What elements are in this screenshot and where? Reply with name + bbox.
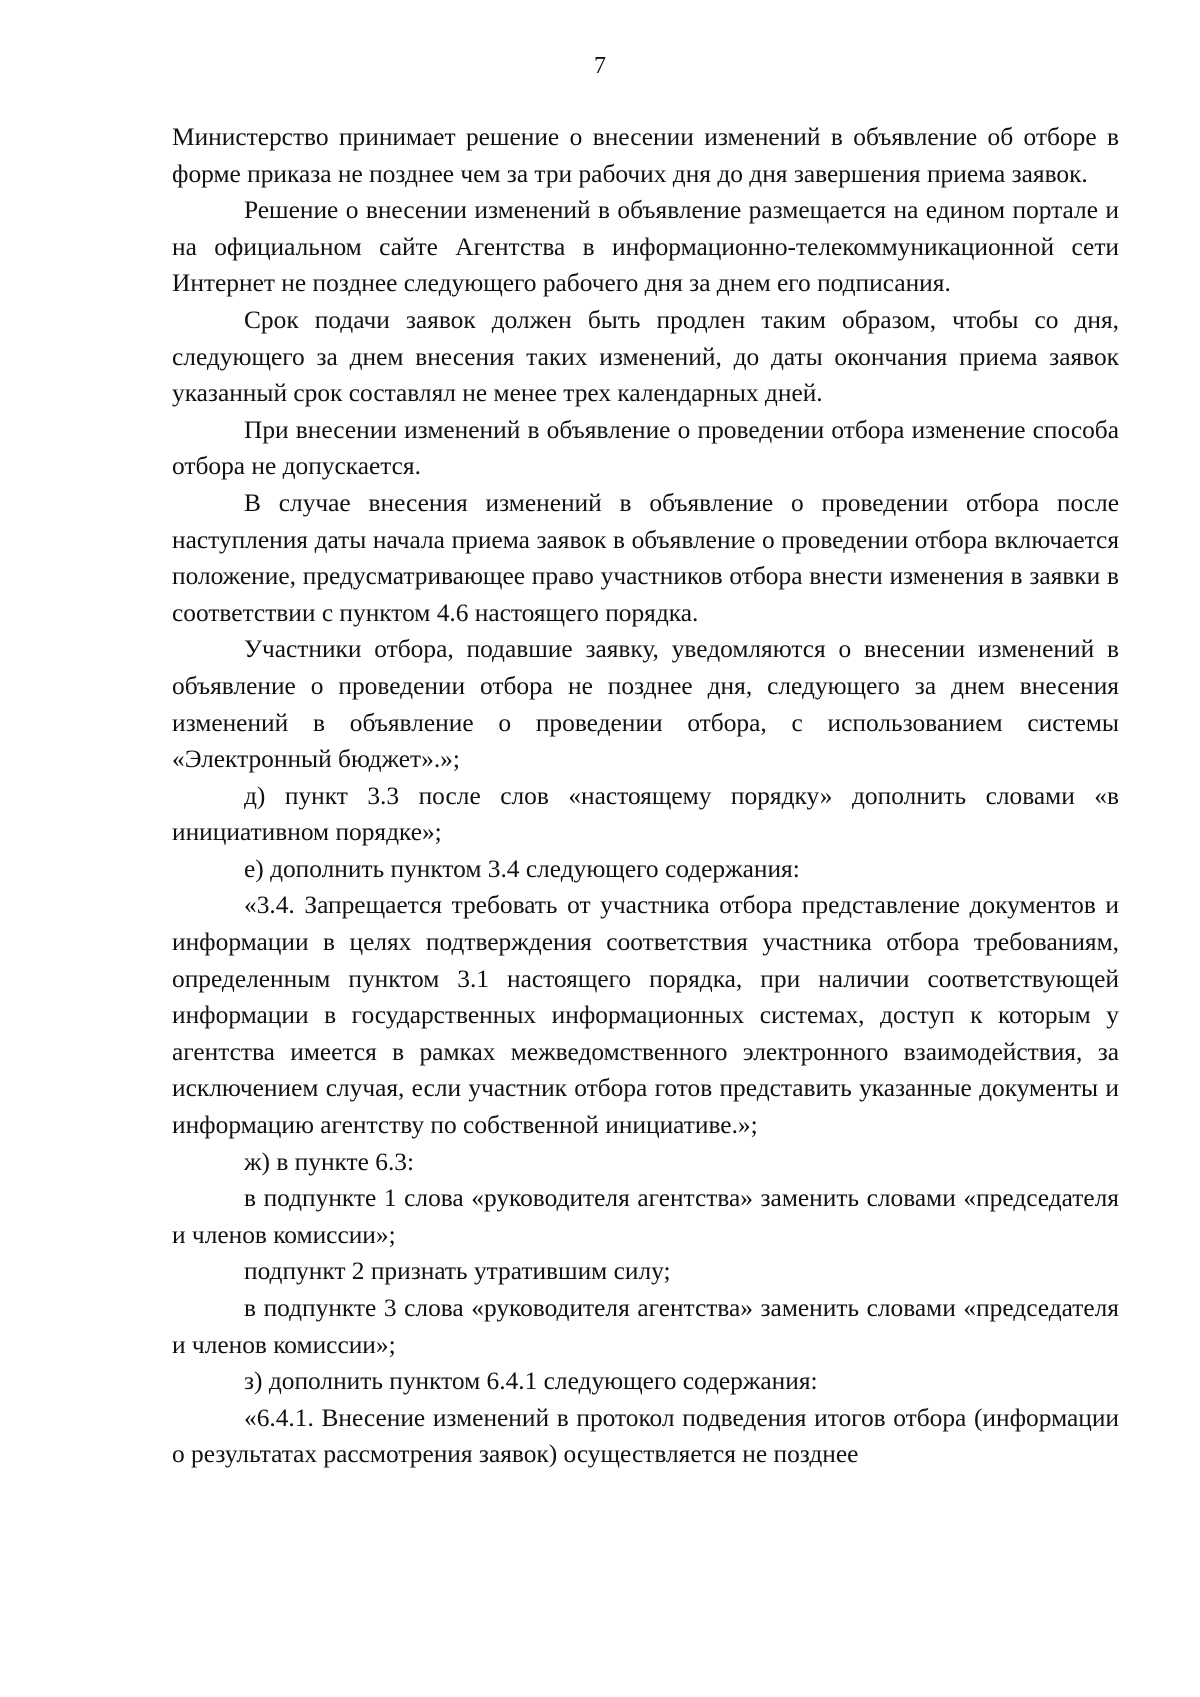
paragraph-subclause-1: в подпункте 1 слова «руководителя агентства» заменить словами «председателя и членов комиссии»; bbox=[172, 1184, 1119, 1249]
paragraph-decision-order: Министерство принимает решение о внесении изменений в объявление об отборе в форме приказа не позднее чем за три рабочих дня до дня завершения приема заявок. bbox=[172, 123, 1119, 188]
paragraph-item-d: д) пункт 3.3 после слов «настоящему порядку» дополнить словами «в инициативном порядке»; bbox=[172, 781, 1119, 847]
paragraph-publication: Решение о внесении изменений в объявление размещается на едином портале и на официальном сайте Агентства в информационно-телекоммуникационной сети Интернет не позднее следующего рабочего дня за днем его подписания. bbox=[172, 196, 1119, 298]
paragraph-item-zh: ж) в пункте 6.3: bbox=[244, 1147, 415, 1176]
paragraph-item-z: з) дополнить пунктом 6.4.1 следующего содержания: bbox=[244, 1367, 818, 1396]
paragraph-clause-6-4-1: «6.4.1. Внесение изменений в протокол подведения итогов отбора (информации о результатах рассмотрения заявок) осуществляется не позднее bbox=[172, 1403, 1119, 1469]
paragraph-deadline-extension: Срок подачи заявок должен быть продлен таким образом, чтобы со дня, следующего за днем внесения таких изменений, до даты окончания приема заявок указанный срок составлял не менее трех календарных дней. bbox=[172, 305, 1119, 408]
paragraph-amendment-rights: В случае внесения изменений в объявление о проведении отбора после наступления даты начала приема заявок в объявление о проведении отбора включается положение, предусматривающее право участников отбора внести изменения в заявки в соответствии с пунктом 4.6 настоящего порядка. bbox=[172, 488, 1119, 627]
paragraph-clause-3-4: «3.4. Запрещается требовать от участника отбора представление документов и информации в целях подтверждения соответствия участника отбора требованиям, определенным пунктом 3.1 настоящего порядка, при наличии соответствующей информации в государственных информационных системах, доступ к которым у агентства имеется в рамках межведомственного электронного взаимодействия, за исключением случая, если участник отбора готов представить указанные документы и информацию агентству по собственной инициативе.»; bbox=[172, 891, 1119, 1140]
paragraph-participant-notice: Участники отбора, подавшие заявку, уведомляются о внесении изменений в объявление о проведении отбора не позднее дня, следующего за днем внесения изменений в объявление о проведении отбора, с использованием системы «Электронный бюджет».»; bbox=[172, 635, 1119, 774]
document-body bbox=[172, 119, 1119, 1473]
paragraph-subclause-3: в подпункте 3 слова «руководителя агентства» заменить словами «председателя и членов комиссии»; bbox=[172, 1294, 1119, 1359]
paragraph-item-e: е) дополнить пунктом 3.4 следующего содержания: bbox=[244, 854, 800, 883]
paragraph-selection-method: При внесении изменений в объявление о проведении отбора изменение способа отбора не допускается. bbox=[172, 415, 1119, 481]
paragraph-subclause-2: подпункт 2 признать утратившим силу; bbox=[244, 1257, 671, 1286]
page-number: 7 bbox=[594, 53, 606, 79]
